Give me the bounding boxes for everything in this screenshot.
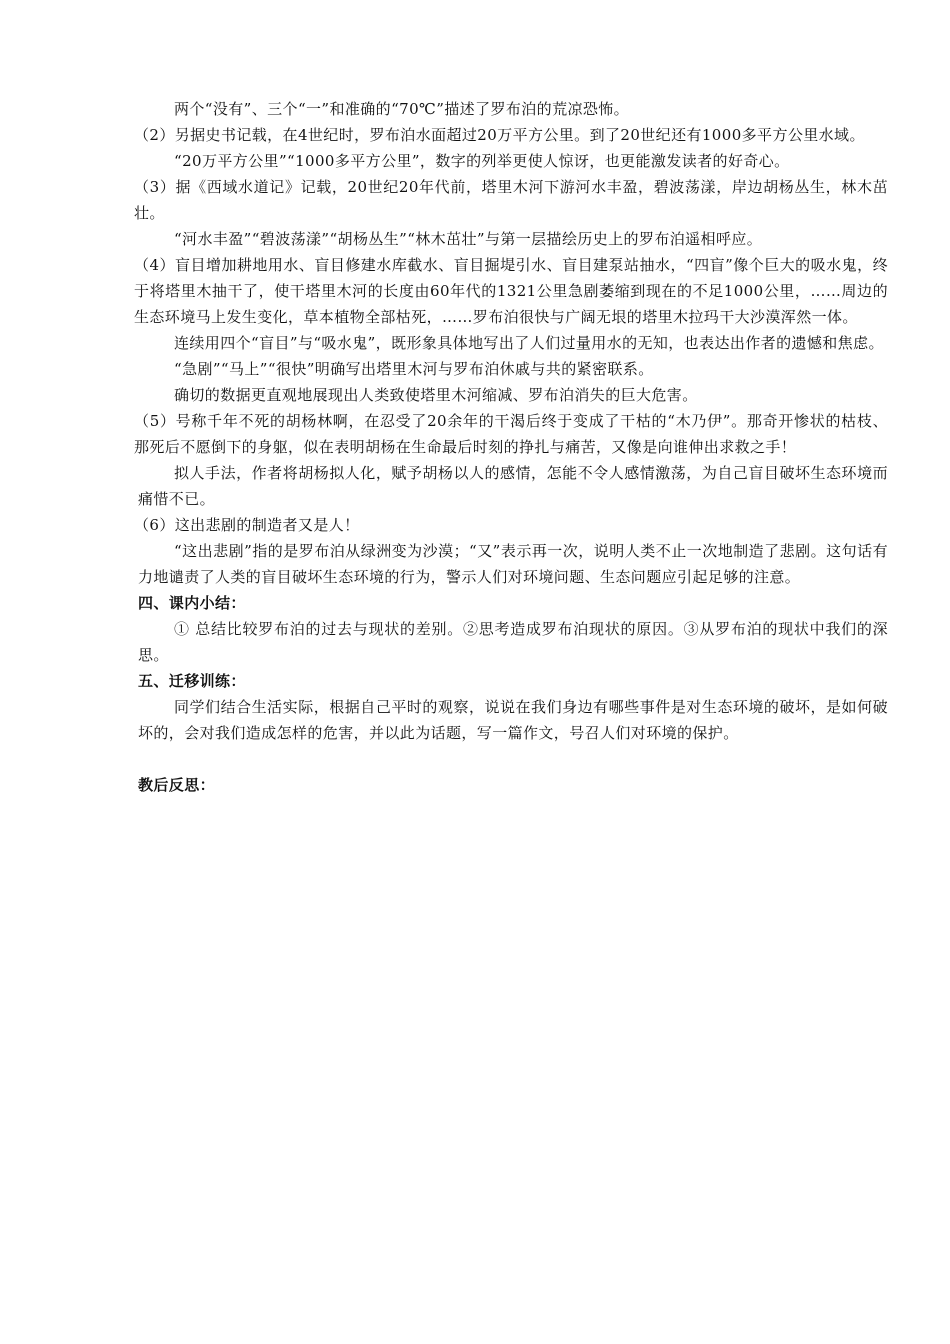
summary-paragraph: ① 总结比较罗布泊的过去与现状的差别。②思考造成罗布泊现状的原因。③从罗布泊的现状中我们的深思。 xyxy=(138,620,888,664)
analysis-paragraph: 两个“没有”、三个“一”和准确的“70℃”描述了罗布泊的荒凉恐怖。 xyxy=(174,100,630,118)
document-body xyxy=(134,96,888,798)
section-heading-summary: 四、课内小结： xyxy=(138,594,246,612)
quote-paragraph-5: （5）号称千年不死的胡杨林啊，在忍受了20余年的干渴后终于变成了干枯的“木乃伊”。那奇开惨状的枯枝、那死后不愿倒下的身躯，似在表明胡杨在生命最后时刻的挣扎与痛苦，又像是向谁伸出求救之手！ xyxy=(134,412,888,456)
analysis-paragraph: “急剧”“马上”“很快”明确写出塔里木河与罗布泊休戚与共的紧密联系。 xyxy=(174,360,654,378)
transfer-paragraph: 同学们结合生活实际，根据自己平时的观察，说说在我们身边有哪些事件是对生态环境的破坏，是如何破坏的，会对我们造成怎样的危害，并以此为话题，写一篇作文，号召人们对环境的保护。 xyxy=(138,698,888,742)
quote-paragraph-2: （2）另据史书记载，在4世纪时，罗布泊水面超过20万平方公里。到了20世纪还有1000多平方公里水域。 xyxy=(134,126,865,144)
spacer xyxy=(138,746,888,772)
reflection-heading: 教后反思： xyxy=(138,776,216,794)
quote-paragraph-3: （3）据《西域水道记》记载，20世纪20年代前，塔里木河下游河水丰盈，碧波荡漾，岸边胡杨丛生，林木茁壮。 xyxy=(134,178,888,222)
quote-paragraph-6: （6）这出悲剧的制造者又是人！ xyxy=(134,516,360,534)
analysis-paragraph: “20万平方公里”“1000多平方公里”，数字的列举更使人惊讶，也更能激发读者的好奇心。 xyxy=(174,152,790,170)
analysis-paragraph: 连续用四个“盲目”与“吸水鬼”，既形象具体地写出了人们过量用水的无知，也表达出作者的遗憾和焦虑。 xyxy=(174,334,884,352)
analysis-paragraph: 拟人手法，作者将胡杨拟人化，赋予胡杨以人的感情，怎能不令人感情激荡，为自己盲目破坏生态环境而痛惜不已。 xyxy=(138,464,888,508)
quote-paragraph-4: （4）盲目增加耕地用水、盲目修建水库截水、盲目掘堤引水、盲目建泵站抽水，“四盲”像个巨大的吸水鬼，终于将塔里木抽干了，使干塔里木河的长度由60年代的1321公里急剧萎缩到现在的不足1000公里，……周边的生态环境马上发生变化，草本植物全部枯死，……罗布泊很快与广阔无垠的塔里木拉玛干大沙漠浑然一体。 xyxy=(134,256,888,326)
analysis-paragraph: “这出悲剧”指的是罗布泊从绿洲变为沙漠；“又”表示再一次，说明人类不止一次地制造了悲剧。这句话有力地谴责了人类的盲目破坏生态环境的行为，警示人们对环境问题、生态问题应引起足够的注意。 xyxy=(138,542,888,586)
analysis-paragraph: “河水丰盈”“碧波荡漾”“胡杨丛生”“林木茁壮”与第一层描绘历史上的罗布泊遥相呼应。 xyxy=(174,230,763,248)
section-heading-transfer: 五、迁移训练： xyxy=(138,672,246,690)
analysis-paragraph: 确切的数据更直观地展现出人类致使塔里木河缩减、罗布泊消失的巨大危害。 xyxy=(174,386,698,404)
